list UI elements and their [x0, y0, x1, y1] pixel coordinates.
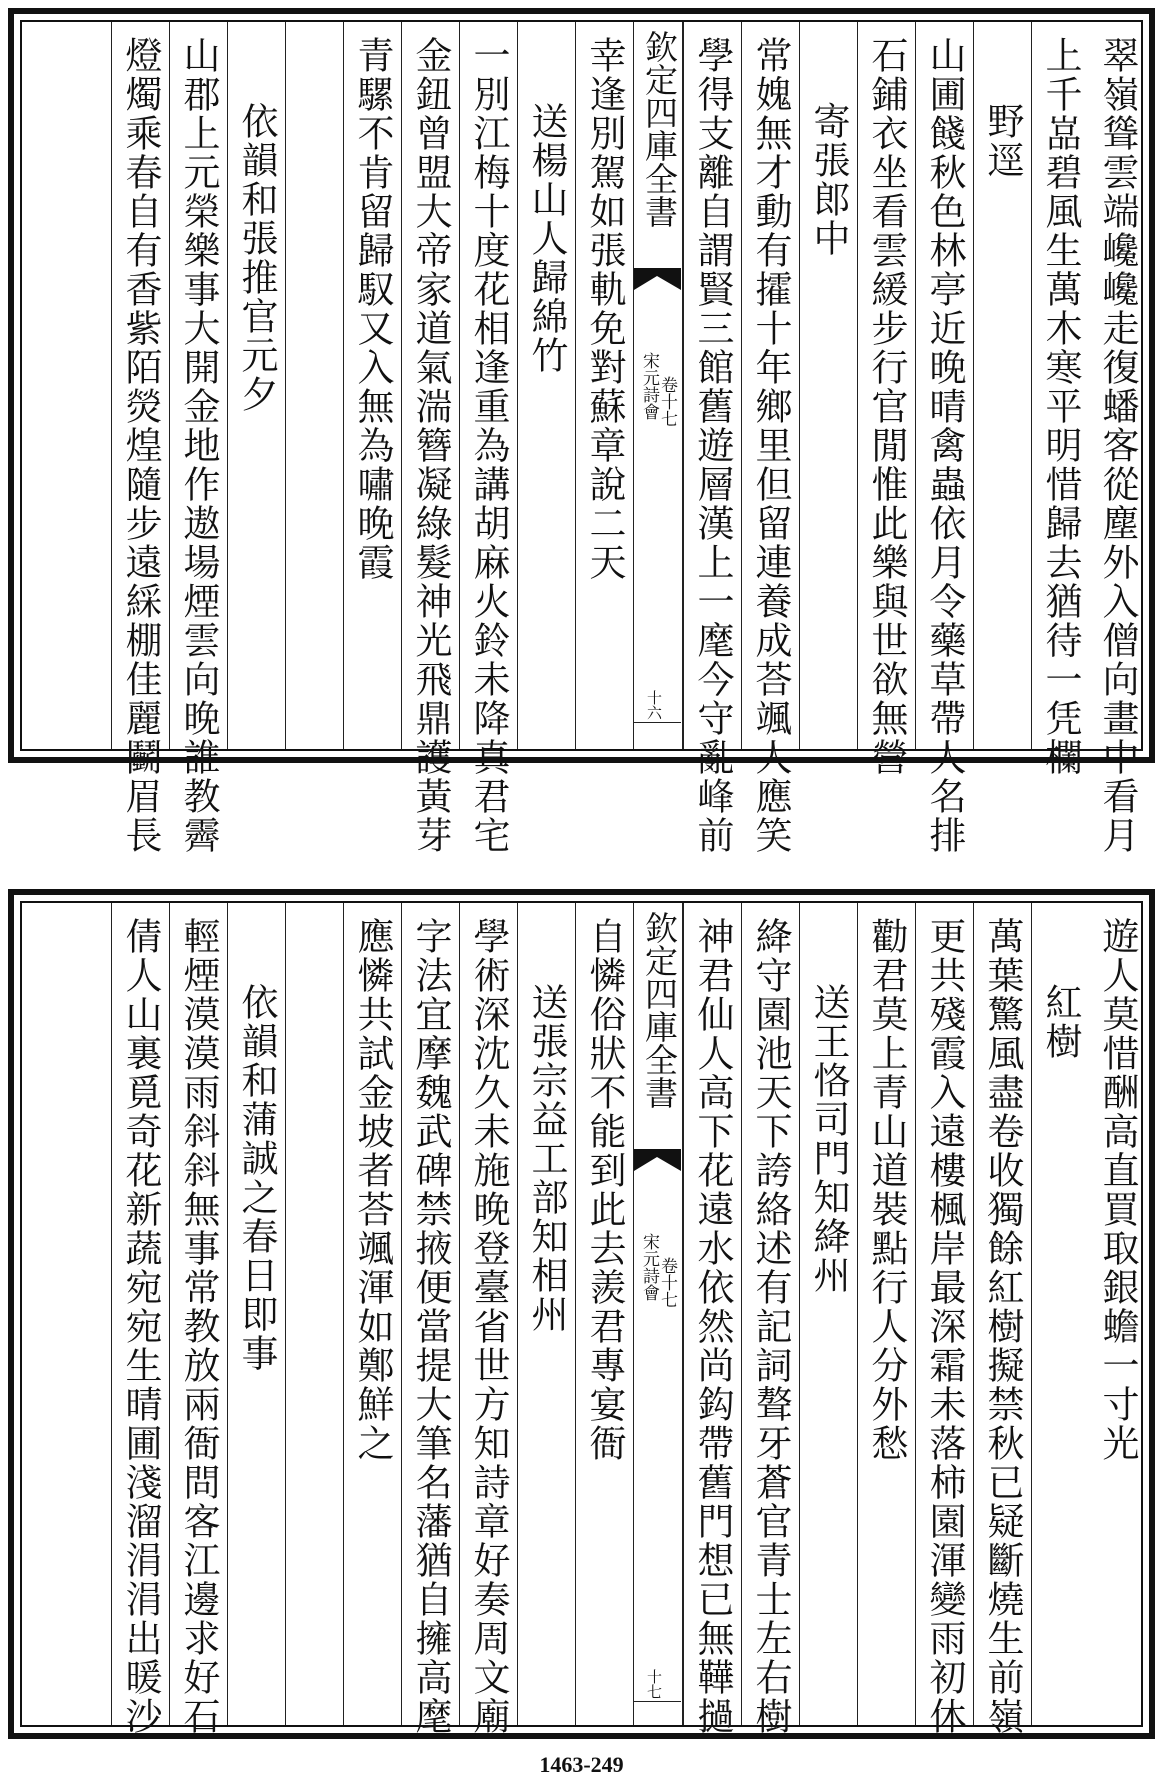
column-text: 倩人山裏覓奇花新蔬宛宛生晴圃淺溜涓涓出暖沙 — [119, 917, 162, 1736]
column-text: 萬葉驚風盡卷收獨餘紅樹擬禁秋已疑斷燒生前嶺 — [981, 917, 1024, 1736]
volume-chapter: 卷十七 — [657, 376, 677, 427]
text-column — [343, 22, 399, 749]
text-column — [1031, 22, 1087, 777]
text-column — [683, 903, 739, 1736]
text-column — [111, 903, 167, 1736]
text-column — [857, 903, 913, 1725]
text-column — [1089, 22, 1145, 855]
book-title: 欽定四庫全書 — [640, 30, 679, 228]
text-column — [169, 22, 225, 855]
column-text: 青騾不肯留歸馭又入無為嘯晚霞 — [351, 36, 394, 582]
poem-title: 紅樹 — [1039, 983, 1082, 1061]
volume-name: 宋元詩會 — [639, 352, 659, 420]
text-column — [741, 903, 797, 1736]
text-column — [111, 22, 167, 855]
text-column — [459, 22, 515, 855]
text-column — [915, 22, 971, 855]
column-text: 幸逢別駕如張軌免對蘇章說二天 — [583, 36, 626, 582]
column-text: 字法宜摩魏武碑禁掖便當提大筆名藩猶自擁高麾 — [409, 917, 452, 1736]
poem-title: 送楊山人歸綿竹 — [525, 102, 568, 375]
page-center-fold — [633, 22, 683, 749]
column-text: 金鈕曾盟大帝家道氣湍簪凝綠髮神光飛鼎護黃芽 — [409, 36, 452, 855]
column-text: 石鋪衣坐看雲緩步行官閒惟此樂與世欲無營 — [865, 36, 908, 777]
text-column — [915, 903, 971, 1736]
page-center-fold — [633, 903, 683, 1725]
poem-title: 寄張郎中 — [807, 102, 850, 258]
text-column — [227, 903, 283, 1725]
column-text: 輕煙漠漠雨斜斜無事常教放兩衙問客江邊求好石 — [177, 917, 220, 1736]
column-text: 燈燭乘春自有香紫陌熒煌隨步遠綵棚佳麗鬬眉長 — [119, 36, 162, 855]
column-text: 上千嵓碧風生萬木寒平明惜歸去猶待一凭欄 — [1039, 36, 1082, 777]
text-column — [973, 22, 1029, 749]
text-column — [343, 903, 399, 1725]
poem-title: 依韻和蒲誠之春日即事 — [235, 983, 278, 1373]
volume-name: 宋元詩會 — [639, 1233, 659, 1301]
column-text: 絳守園池天下誇絡述有記詞聱牙蒼官青士左右樹 — [749, 917, 792, 1736]
fish-tail-mark-icon — [634, 268, 681, 290]
text-column — [1089, 903, 1145, 1725]
column-text: 翠嶺聳雲端巉巉走復蟠客從塵外入僧向畫中看月 — [1096, 36, 1139, 855]
bottom-page — [8, 889, 1155, 1739]
column-text: 更共殘霞入遠樓楓岸最深霜未落柿園渾變雨初休 — [923, 917, 966, 1736]
column-text: 學得支離自謂賢三館舊遊層漢上一麾今守亂峰前 — [691, 36, 734, 855]
divider — [634, 722, 681, 723]
text-column — [1031, 903, 1087, 1725]
column-text: 遊人莫惜酬高直買取銀蟾一寸光 — [1096, 917, 1139, 1463]
text-column — [285, 903, 341, 1725]
text-column — [169, 903, 225, 1736]
book-title: 欽定四庫全書 — [640, 911, 679, 1109]
text-column — [517, 22, 573, 749]
page-footer-number: 1463-249 — [539, 1752, 624, 1777]
bottom-page-frame — [20, 901, 1143, 1736]
divider — [634, 1701, 681, 1702]
text-column — [401, 903, 457, 1736]
column-text: 應憐共試金坡者荅颯渾如鄭鮮之 — [351, 917, 394, 1463]
column-text: 學術深沈久未施晚登臺省世方知詩章好奏周文廟 — [467, 917, 510, 1736]
text-column — [741, 22, 797, 855]
column-text: 山圃餞秋色林亭近晚晴禽蟲依月令藥草帶人名排 — [923, 36, 966, 855]
text-column — [799, 22, 855, 749]
text-column — [517, 903, 573, 1725]
poem-title: 野逕 — [981, 102, 1024, 180]
text-column — [227, 22, 283, 749]
text-column — [285, 22, 341, 749]
text-column — [401, 22, 457, 855]
text-column — [575, 903, 631, 1725]
column-text: 自憐俗狀不能到此去羨君專宴衙 — [583, 917, 626, 1463]
text-column — [857, 22, 913, 777]
poem-title: 送張宗益工部知相州 — [525, 983, 568, 1334]
column-text: 常媿無才動有攉十年鄉里但留連養成荅颯人應笑 — [749, 36, 792, 855]
text-column — [973, 903, 1029, 1736]
column-text: 一別江梅十度花相逢重為講胡麻火鈴未降真君宅 — [467, 36, 510, 855]
column-text: 山郡上元榮樂事大開金地作遨場煙雲向晚誰教霽 — [177, 36, 220, 855]
page-number: 十七 — [645, 1669, 663, 1699]
poem-title: 依韻和張推官元夕 — [235, 102, 278, 414]
top-page-frame — [20, 20, 1143, 855]
page-number: 十六 — [645, 690, 663, 720]
fish-tail-mark-icon — [634, 1149, 681, 1171]
column-text: 神君仙人高下花遠水依然尚鈎帶舊門想已無鞾撾 — [691, 917, 734, 1736]
volume-chapter: 卷十七 — [657, 1257, 677, 1308]
text-column — [683, 22, 739, 855]
column-text: 勸君莫上青山道裝點行人分外愁 — [865, 917, 908, 1463]
text-column — [575, 22, 631, 749]
text-column — [459, 903, 515, 1736]
top-page — [8, 8, 1155, 855]
poem-title: 送王恪司門知絳州 — [807, 983, 850, 1295]
text-column — [799, 903, 855, 1725]
